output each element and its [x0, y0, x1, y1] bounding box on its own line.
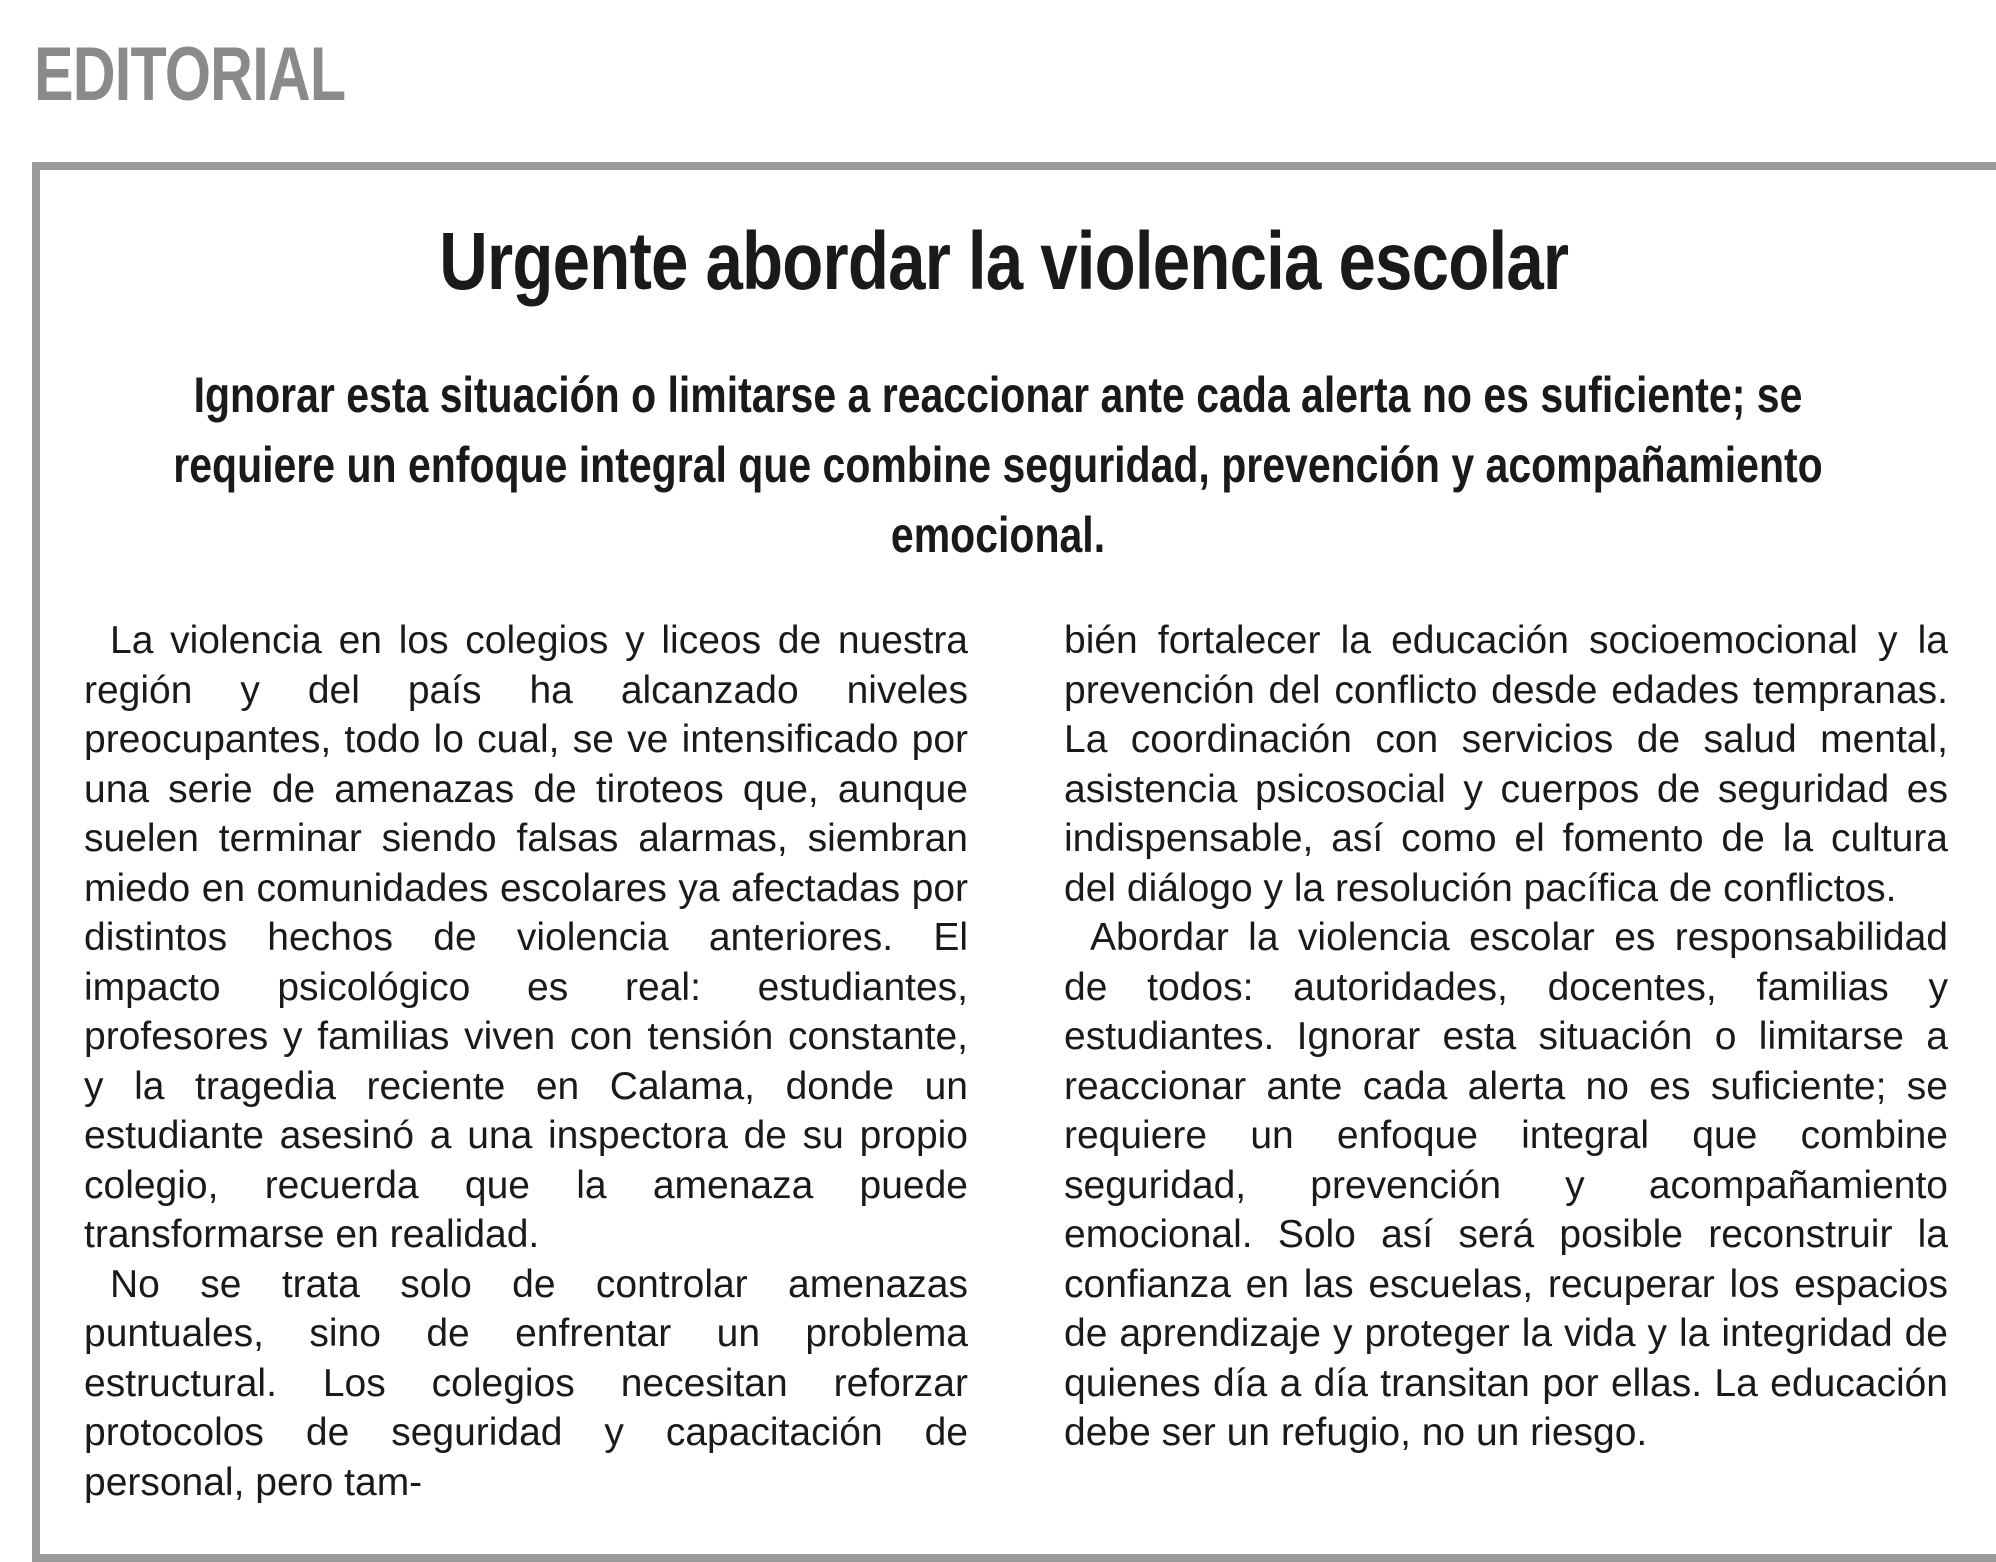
paragraph: La violencia en los colegios y liceos de nuestra región y del país ha alcanzado niveles preocupantes, todo lo cual, se ve intensificado por una serie de amenazas de tiroteos que, aunque suelen terminar siendo falsas alarmas, siembran miedo en comunidades escolares ya afectadas por distintos hechos de violencia anteriores. El impacto psicológico es real: estudiantes, profesores y familias viven con tensión constante, y la tragedia reciente en Calama, donde un estudiante asesinó a una inspectora de su propio colegio, recuerda que la amenaza puede transformarse en realidad. — [84, 619, 968, 1256]
paragraph: Abordar la violencia escolar es responsabilidad de todos: autoridades, docentes, familias y estudiantes. Ignorar esta situación o limitarse a reaccionar ante cada alerta no es suficiente; se requiere un enfoque integral que combine seguridad, prevención y acompañamiento emocional. Solo así será posible reconstruir la confianza en las escuelas, recuperar los espacios de aprendizaje y proteger la vida y la integridad de quienes día a día transitan por ellas. La educación debe ser un refugio, no un riesgo. — [1064, 916, 1948, 1454]
paragraph: No se trata solo de controlar amenazas puntuales, sino de enfrentar un problema estructural. Los colegios necesitan reforzar protocolos de seguridad y capacitación de personal, pero tam- — [84, 1262, 968, 1504]
subheadline-text: Ignorar esta situación o limitarse a reaccionar ante cada alerta no es suficiente; se requiere un enfoque integral que combine seguridad, prevención y acompañamiento emocional. — [173, 367, 1823, 563]
article-column-right — [1064, 616, 1948, 1458]
article-column-left — [84, 616, 968, 1507]
headline: Urgente abordar la violencia escolar — [439, 216, 1569, 307]
subheadline — [0, 360, 1996, 570]
paragraph: bién fortalecer la educación socioemocional y la prevención del conflicto desde edades tempranas. La coordinación con servicios de salud mental, asistencia psicosocial y cuerpos de seguridad es indispensable, así como el fomento de la cultura del diálogo y la resolución pacífica de conflictos. — [1064, 619, 1948, 910]
section-label: EDITORIAL — [34, 32, 346, 117]
